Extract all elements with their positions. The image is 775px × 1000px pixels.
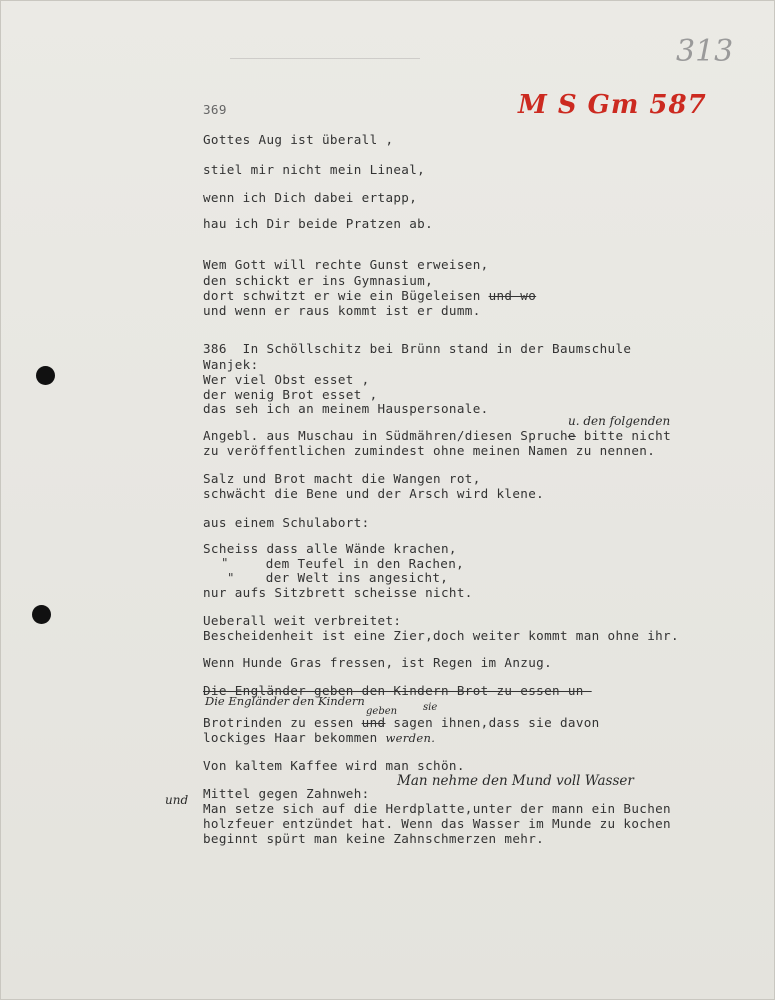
line-text: Angebl. aus Muschau in Südmähren/diesen Spruch xyxy=(203,428,568,443)
text-line: Gottes Aug ist überall , xyxy=(203,132,394,147)
text-line: der Welt ins angesicht, xyxy=(242,570,449,585)
text-line: Wenn Hunde Gras fressen, ist Regen im Anzug. xyxy=(203,655,553,670)
line-text: dort schwitzt er wie ein Bügeleisen xyxy=(203,288,489,303)
fold-line xyxy=(230,58,420,59)
handwritten-insert-mundvoll: Man nehme den Mund voll Wasser xyxy=(397,773,634,789)
text-line: beginnt spürt man keine Zahnschmerzen mehr. xyxy=(203,831,545,846)
line-text: lockiges Haar bekommen xyxy=(203,730,386,745)
ditto-mark: " xyxy=(228,571,234,585)
text-line: Bescheidenheit ist eine Zier,doch weiter kommt man ohne ihr. xyxy=(203,628,679,643)
line-text: bitte nicht xyxy=(575,428,672,443)
text-line: Man setze sich auf die Herdplatte,unter der mann ein Buchen xyxy=(203,801,671,816)
punch-hole-top xyxy=(36,366,55,385)
folio-number: 313 xyxy=(676,34,734,69)
ditto-mark: " xyxy=(222,556,228,570)
struck-text: und wo xyxy=(488,288,537,303)
text-line: den schickt er ins Gymnasium, xyxy=(203,273,434,288)
handwritten-insert-folgenden: u. den folgenden xyxy=(568,414,671,428)
text-line: dem Teufel in den Rachen, xyxy=(242,556,465,571)
text-line: stiel mir nicht mein Lineal, xyxy=(203,162,426,177)
text-line: Wer viel Obst esset , xyxy=(203,372,370,387)
text-line: und wenn er raus kommt ist er dumm. xyxy=(203,303,481,318)
text-line: zu veröffentlichen zumindest ohne meinen Namen zu nennen. xyxy=(203,443,656,458)
text-line xyxy=(203,428,671,443)
text-line xyxy=(203,730,435,745)
text-line xyxy=(203,715,600,730)
handwritten-insert-geben: geben xyxy=(366,706,398,717)
text-line: Von kaltem Kaffee wird man schön. xyxy=(203,758,465,773)
line-text: sagen ihnen,dass sie davon xyxy=(385,715,600,730)
shelfmark-annotation: M S Gm 587 xyxy=(518,90,707,120)
text-line: holzfeuer entzündet hat. Wenn das Wasser im Munde zu kochen xyxy=(203,816,671,831)
text-line: der wenig Brot esset , xyxy=(203,387,378,402)
text-line xyxy=(203,288,536,303)
handwritten-insert-werden: werden. xyxy=(385,731,436,745)
text-line: Wanjek: xyxy=(203,357,259,372)
text-line: nur aufs Sitzbrett scheisse nicht. xyxy=(203,585,473,600)
entry-386-line: 386 In Schöllschitz bei Brünn stand in der Baumschule xyxy=(203,341,632,356)
line-text: Brotrinden zu essen xyxy=(203,715,362,730)
text-line: hau ich Dir beide Pratzen ab. xyxy=(203,216,434,231)
punch-hole-bottom xyxy=(32,605,51,624)
text-line: das seh ich an meinem Hauspersonale. xyxy=(203,401,489,416)
struck-line: Die Engländer geben den Kindern Brot zu essen un- xyxy=(203,683,592,698)
text-line: schwächt die Bene und der Arsch wird klene. xyxy=(203,486,545,501)
struck-text: und xyxy=(361,715,386,730)
text-line: wenn ich Dich dabei ertapp, xyxy=(203,190,418,205)
entry-number-369: 369 xyxy=(203,102,227,117)
text-line: aus einem Schulabort: xyxy=(203,515,370,530)
struck-text: e xyxy=(567,428,576,443)
handwritten-insert-und: und xyxy=(165,793,189,807)
handwritten-insert-englaender: Die Engländer den Kindern xyxy=(205,694,365,708)
text-line: Salz und Brot macht die Wangen rot, xyxy=(203,471,481,486)
handwritten-insert-sie: sie xyxy=(423,702,438,713)
text-line: Ueberall weit verbreitet: xyxy=(203,613,402,628)
text-line: Wem Gott will rechte Gunst erweisen, xyxy=(203,257,489,272)
text-line: Scheiss dass alle Wände krachen, xyxy=(203,541,457,556)
text-line: Mittel gegen Zahnweh: xyxy=(203,786,370,801)
